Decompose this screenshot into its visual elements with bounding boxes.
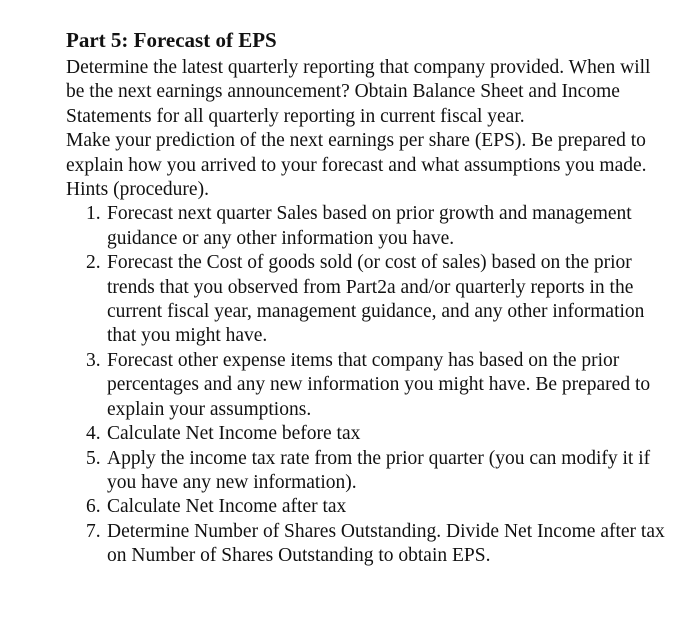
prediction-paragraph: Make your prediction of the next earnings per share (EPS). Be prepared to explain how you arrived to your forecast and what assumptions you made. bbox=[66, 130, 647, 176]
list-item-number: 2. bbox=[86, 252, 101, 274]
list-item-text: Calculate Net Income before tax bbox=[107, 423, 361, 445]
list-item-text: Calculate Net Income after tax bbox=[107, 496, 347, 518]
list-item bbox=[66, 447, 666, 496]
list-item bbox=[66, 202, 666, 251]
list-item bbox=[66, 422, 666, 446]
list-item bbox=[66, 251, 666, 349]
list-item-text: Forecast next quarter Sales based on prior growth and management guidance or any other information you have. bbox=[107, 203, 632, 249]
list-item-number: 4. bbox=[86, 423, 101, 445]
list-item-number: 3. bbox=[86, 349, 101, 371]
list-item bbox=[66, 495, 666, 519]
list-item bbox=[66, 349, 666, 422]
section-title: Part 5: Forecast of EPS bbox=[66, 28, 277, 52]
list-item-text: Determine Number of Shares Outstanding. Divide Net Income after tax on Number of Shares Outstanding to obtain EPS. bbox=[107, 520, 665, 567]
list-item-number: 5. bbox=[86, 447, 101, 469]
list-item-text: Forecast other expense items that company has based on the prior percentages and any new information you might have. Be prepared to explain your assumptions. bbox=[107, 349, 651, 420]
intro-paragraph: Determine the latest quarterly reporting that company provided. When will be the next earnings announcement? Obtain Balance Sheet and Income Statements for all quarterly reporting in current fiscal year. bbox=[66, 57, 651, 127]
list-item-text: Forecast the Cost of goods sold (or cost of sales) based on the prior trends that you observed from Part2a and/or quarterly reports in the current fiscal year, management guidance, and any other information that you might have. bbox=[107, 252, 645, 347]
list-item-text: Apply the income tax rate from the prior quarter (you can modify it if you have any new information). bbox=[107, 447, 651, 493]
list-item-number: 6. bbox=[86, 496, 101, 518]
list-item bbox=[66, 520, 666, 569]
list-item-number: 1. bbox=[86, 203, 101, 225]
list-item-number: 7. bbox=[86, 520, 101, 542]
procedure-list bbox=[66, 202, 666, 568]
document-body bbox=[66, 25, 666, 569]
hints-heading: Hints (procedure). bbox=[66, 179, 209, 201]
